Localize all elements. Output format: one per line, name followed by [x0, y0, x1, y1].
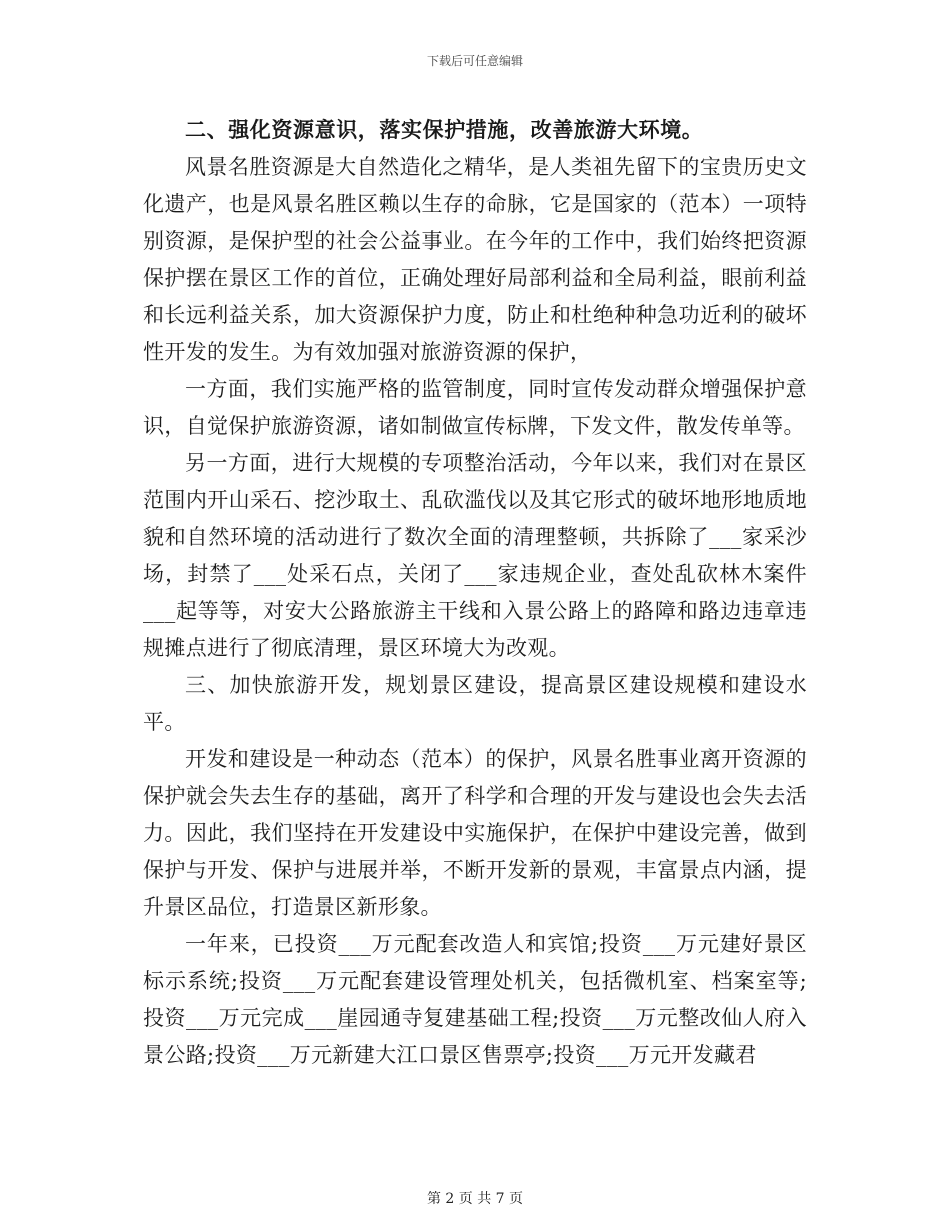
paragraph-resource-value: 风景名胜资源是大自然造化之精华，是人类祖先留下的宝贵历史文化遗产，也是风景名胜区赖以生存的命脉，它是国家的（范本）一项特别资源，是保护型的社会公益事业。在今年的工作中，我们始终把资源保护摆在景区工作的首位，正确处理好局部利益和全局利益，眼前利益和长远利益关系，加大资源保护力度，防止和杜绝种种急功近利的破坏性开发的发生。为有效加强对旅游资源的保护，: [143, 155, 807, 364]
section-heading-3: 三、加快旅游开发，规划景区建设，提高景区建设规模和建设水平。: [143, 673, 807, 734]
paragraph-special-rectification: 另一方面，进行大规模的专项整治活动，今年以来，我们对在景区范围内开山采石、挖沙取土、乱砍滥伐以及其它形式的破坏地形地质地貌和自然环境的活动进行了数次全面的清理整顿，共拆除了___家采沙场，封禁了___处采石点，关闭了___家违规企业，查处乱砍林木案件___起等等，对安大公路旅游主干线和入景公路上的路障和路边违章违规摊点进行了彻底清理，景区环境大为改观。: [143, 451, 807, 660]
paragraph-investments: 一年来，已投资___万元配套改造人和宾馆;投资___万元建好景区标示系统;投资___万元配套建设管理处机关，包括微机室、档案室等;投资___万元完成___崖园通寺复建基础工程;投资___万元整改仙人府入景公路;投资___万元新建大江口景区售票亭;投资___万元开发藏君: [143, 932, 807, 1067]
section-heading-2: 二、强化资源意识，落实保护措施，改善旅游大环境。: [185, 118, 704, 142]
paragraph-supervision: 一方面，我们实施严格的监管制度，同时宣传发动群众增强保护意识，自觉保护旅游资源，诸如制做宣传标牌，下发文件，散发传单等。: [143, 377, 807, 438]
document-body: [143, 112, 807, 1074]
page-number: 第 2 页 共 7 页: [426, 1191, 524, 1207]
paragraph-development-protection: 开发和建设是一种动态（范本）的保护，风景名胜事业离开资源的保护就会失去生存的基础，离开了科学和合理的开发与建设也会失去活力。因此，我们坚持在开发建设中实施保护，在保护中建设完善，做到保护与开发、保护与进展并举，不断开发新的景观，丰富景点内涵，提升景区品位，打造景区新形象。: [143, 747, 807, 919]
page-header-note: 下载后可任意编辑: [426, 54, 523, 68]
